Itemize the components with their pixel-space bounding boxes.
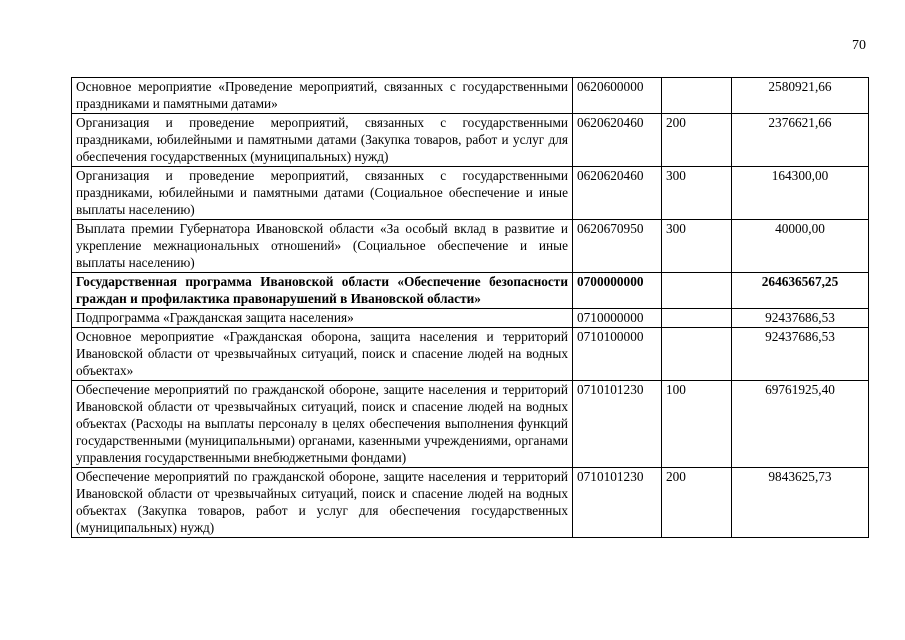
table-row: [72, 273, 869, 309]
row-description: Обеспечение мероприятий по гражданской обороне, защите населения и территорий Ивановской области от чрезвычайных ситуаций, поиск и спасение людей на водных объектах (Расходы на выплаты персоналу в целях обеспечения выполнения функций государственными (муниципальными) органами, казенными учреждениями, органами управления государственными внебюджетными фондами): [72, 381, 573, 468]
table-row: [72, 220, 869, 273]
row-target-code: 0620670950: [573, 220, 662, 273]
row-target-code: 0620600000: [573, 78, 662, 114]
row-description: Подпрограмма «Гражданская защита населения»: [72, 309, 573, 328]
row-expense-type: 300: [662, 167, 732, 220]
budget-table: [71, 77, 869, 538]
row-target-code: 0710000000: [573, 309, 662, 328]
table-row: [72, 114, 869, 167]
row-amount: 9843625,73: [732, 468, 869, 538]
row-expense-type: 200: [662, 468, 732, 538]
row-expense-type: 200: [662, 114, 732, 167]
row-description: Обеспечение мероприятий по гражданской обороне, защите населения и территорий Ивановской области от чрезвычайных ситуаций, поиск и спасение людей на водных объектах (Закупка товаров, работ и услуг для обеспечения государственных (муниципальных) нужд): [72, 468, 573, 538]
row-target-code: 0710101230: [573, 381, 662, 468]
row-target-code: 0710100000: [573, 328, 662, 381]
row-description: Основное мероприятие «Гражданская оборона, защита населения и территорий Ивановской области от чрезвычайных ситуаций, поиск и спасение людей на водных объектах»: [72, 328, 573, 381]
row-amount: 2580921,66: [732, 78, 869, 114]
row-amount: 2376621,66: [732, 114, 869, 167]
row-amount: 264636567,25: [732, 273, 869, 309]
row-expense-type: [662, 273, 732, 309]
row-amount: 92437686,53: [732, 328, 869, 381]
row-amount: 69761925,40: [732, 381, 869, 468]
row-expense-type: 100: [662, 381, 732, 468]
row-target-code: 0710101230: [573, 468, 662, 538]
table-row: [72, 167, 869, 220]
row-description: Выплата премии Губернатора Ивановской области «За особый вклад в развитие и укрепление межнациональных отношений» (Социальное обеспечение и иные выплаты населению): [72, 220, 573, 273]
table-row: [72, 78, 869, 114]
table-row: [72, 328, 869, 381]
row-expense-type: [662, 78, 732, 114]
row-description: Организация и проведение мероприятий, связанных с государственными праздниками, юбилейными и памятными датами (Закупка товаров, работ и услуг для обеспечения государственных (муниципальных) нужд): [72, 114, 573, 167]
row-description: Государственная программа Ивановской области «Обеспечение безопасности граждан и профилактика правонарушений в Ивановской области»: [72, 273, 573, 309]
row-target-code: 0700000000: [573, 273, 662, 309]
row-amount: 164300,00: [732, 167, 869, 220]
table-row: [72, 381, 869, 468]
table-row: [72, 309, 869, 328]
row-description: Основное мероприятие «Проведение мероприятий, связанных с государственными праздниками и памятными датами»: [72, 78, 573, 114]
row-target-code: 0620620460: [573, 167, 662, 220]
row-amount: 92437686,53: [732, 309, 869, 328]
table-row: [72, 468, 869, 538]
row-expense-type: [662, 328, 732, 381]
row-amount: 40000,00: [732, 220, 869, 273]
row-expense-type: [662, 309, 732, 328]
budget-table-body: [72, 78, 869, 538]
row-expense-type: 300: [662, 220, 732, 273]
row-target-code: 0620620460: [573, 114, 662, 167]
page-number: 70: [852, 38, 866, 53]
row-description: Организация и проведение мероприятий, связанных с государственными праздниками, юбилейными и памятными датами (Социальное обеспечение и иные выплаты населению): [72, 167, 573, 220]
